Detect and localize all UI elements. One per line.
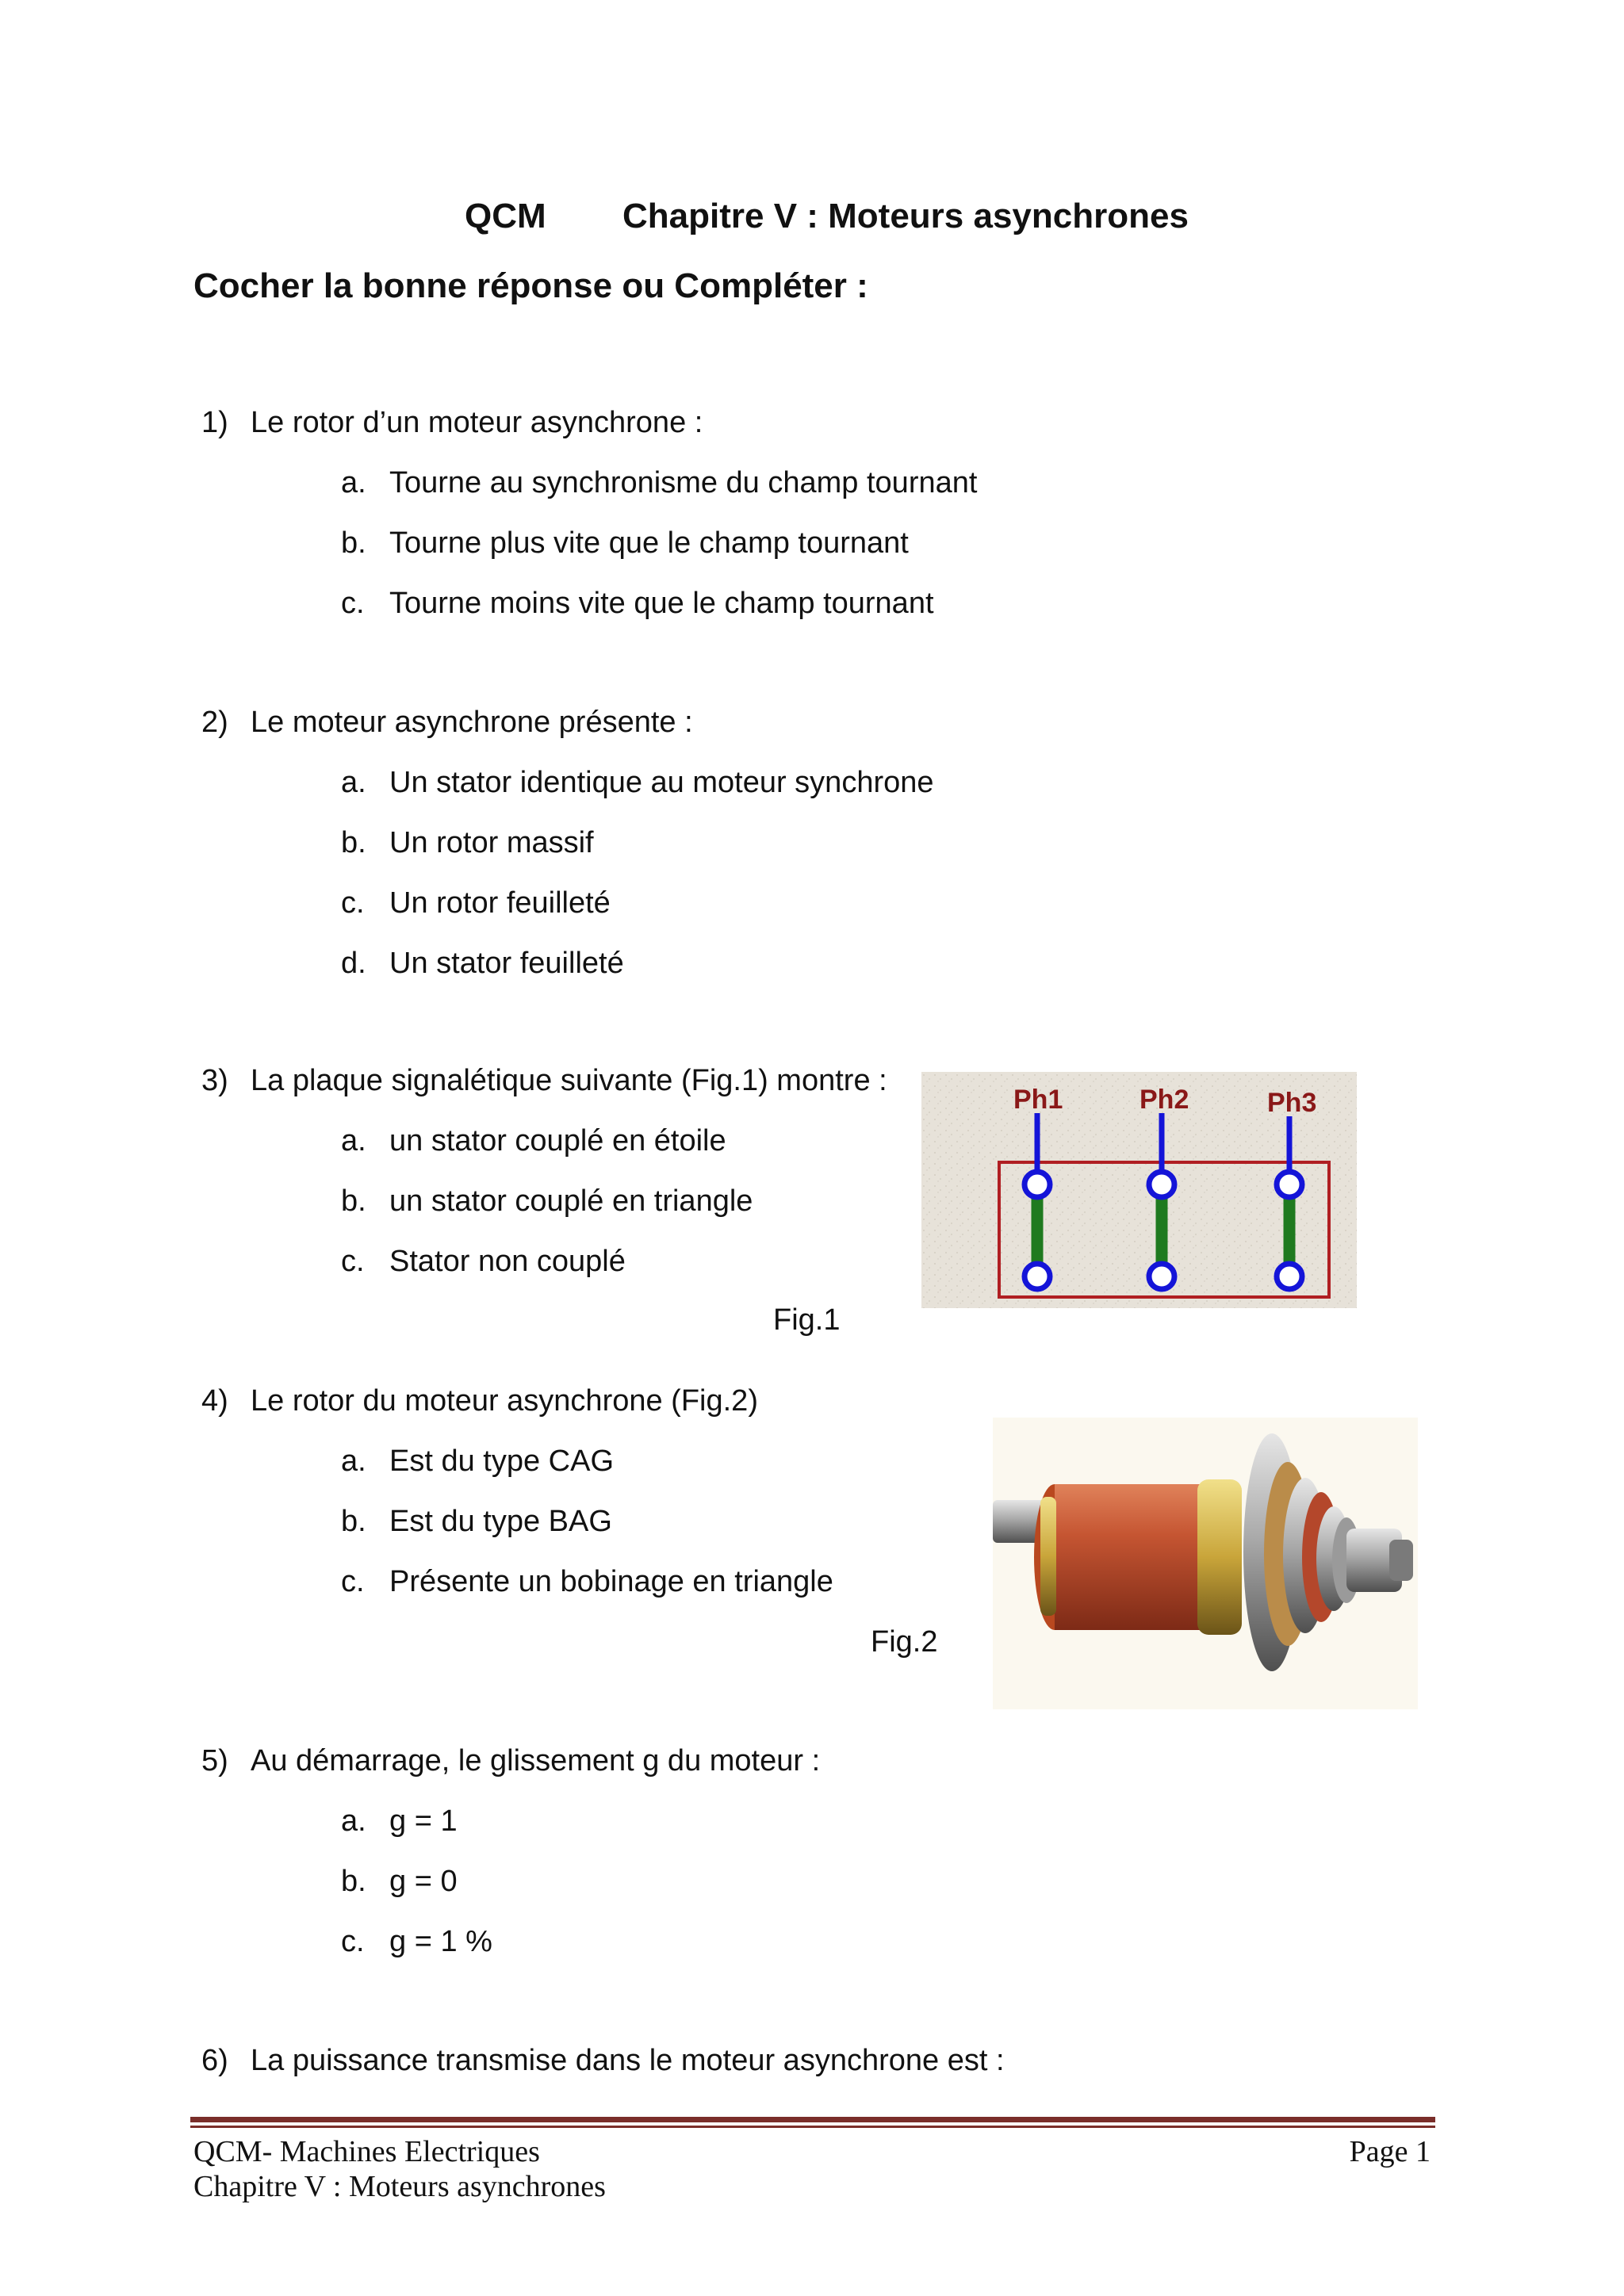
option-letter: c. bbox=[341, 1245, 365, 1278]
question-6-number: 6) bbox=[201, 2044, 228, 2077]
phase-label-ph2: Ph2 bbox=[1139, 1085, 1189, 1115]
option-text: g = 1 % bbox=[389, 1925, 492, 1958]
footer-chapter: Chapitre V : Moteurs asynchrones bbox=[193, 2170, 606, 2203]
question-3-number: 3) bbox=[201, 1064, 228, 1097]
footer-rule-thick bbox=[190, 2117, 1435, 2122]
option-text: Tourne plus vite que le champ tournant bbox=[389, 526, 909, 560]
qcm-label: QCM bbox=[465, 197, 546, 235]
option-text: Est du type BAG bbox=[389, 1505, 612, 1538]
option-text: un stator couplé en triangle bbox=[389, 1184, 753, 1218]
option-text: Un rotor massif bbox=[389, 826, 594, 859]
question-4-text: Le rotor du moteur asynchrone (Fig.2) bbox=[251, 1384, 758, 1418]
phase-label-ph1: Ph1 bbox=[1013, 1085, 1063, 1115]
question-3-text: La plaque signalétique suivante (Fig.1) montre : bbox=[251, 1064, 887, 1097]
option-text: Un rotor feuilleté bbox=[389, 886, 611, 920]
option-letter: a. bbox=[341, 1804, 366, 1838]
option-letter: b. bbox=[341, 1184, 366, 1218]
phase-label-ph3: Ph3 bbox=[1267, 1088, 1317, 1118]
question-2-text: Le moteur asynchrone présente : bbox=[251, 706, 693, 739]
option-letter: a. bbox=[341, 766, 366, 799]
question-5-number: 5) bbox=[201, 1744, 228, 1777]
figure-1-caption: Fig.1 bbox=[773, 1303, 841, 1337]
option-text: Un stator feuilleté bbox=[389, 947, 624, 980]
option-letter: d. bbox=[341, 947, 366, 980]
rotor-core bbox=[1055, 1484, 1221, 1630]
instruction: Cocher la bonne réponse ou Compléter : bbox=[193, 266, 868, 305]
rotor-photo-figure bbox=[993, 1418, 1418, 1709]
option-text: g = 0 bbox=[389, 1865, 458, 1898]
left-winding-band bbox=[1040, 1497, 1056, 1616]
option-text: Présente un bobinage en triangle bbox=[389, 1565, 833, 1598]
option-letter: c. bbox=[341, 886, 365, 920]
option-letter: c. bbox=[341, 1565, 365, 1598]
option-text: Stator non couplé bbox=[389, 1245, 626, 1278]
option-text: Est du type CAG bbox=[389, 1445, 615, 1478]
option-letter: a. bbox=[341, 1445, 366, 1478]
option-text: Tourne moins vite que le champ tournant bbox=[389, 587, 934, 620]
option-letter: b. bbox=[341, 1505, 366, 1538]
option-letter: b. bbox=[341, 826, 366, 859]
question-5-text: Au démarrage, le glissement g du moteur : bbox=[251, 1744, 821, 1777]
footer-rule-thin bbox=[190, 2126, 1435, 2128]
footer-course: QCM- Machines Electriques bbox=[193, 2135, 540, 2168]
option-text: g = 1 bbox=[389, 1804, 458, 1838]
winding-overhang bbox=[1197, 1479, 1242, 1635]
question-4-number: 4) bbox=[201, 1384, 228, 1418]
option-text: un stator couplé en étoile bbox=[389, 1124, 726, 1158]
option-letter: a. bbox=[341, 1124, 366, 1158]
figure-2-caption: Fig.2 bbox=[871, 1625, 938, 1659]
page-title: Chapitre V : Moteurs asynchrones bbox=[622, 197, 1189, 235]
option-letter: b. bbox=[341, 526, 366, 560]
option-letter: c. bbox=[341, 587, 365, 620]
option-letter: c. bbox=[341, 1925, 365, 1958]
question-6-text: La puissance transmise dans le moteur asynchrone est : bbox=[251, 2044, 1005, 2077]
question-2-number: 2) bbox=[201, 706, 228, 739]
option-letter: b. bbox=[341, 1865, 366, 1898]
shaft-end bbox=[1389, 1540, 1413, 1581]
option-text: Tourne au synchronisme du champ tournant bbox=[389, 466, 978, 499]
question-1-number: 1) bbox=[201, 406, 228, 439]
terminal-plate-figure bbox=[921, 1072, 1357, 1308]
option-text: Un stator identique au moteur synchrone bbox=[389, 766, 934, 799]
question-1-text: Le rotor d’un moteur asynchrone : bbox=[251, 406, 703, 439]
option-letter: a. bbox=[341, 466, 366, 499]
page-number: Page 1 bbox=[1349, 2135, 1431, 2168]
